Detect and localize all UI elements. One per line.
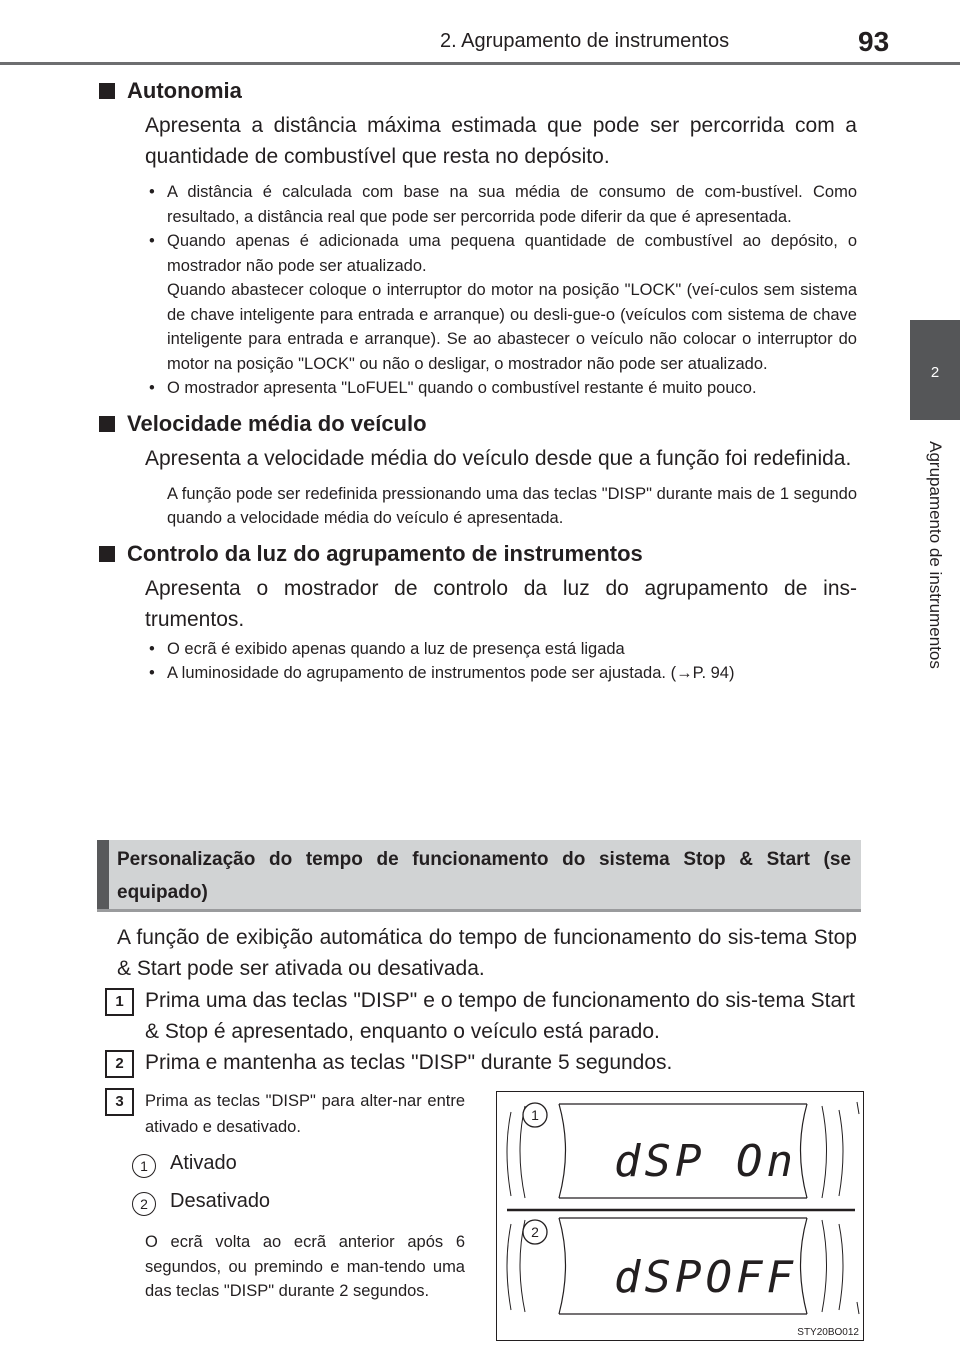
bullet-continuation: Quando abastecer coloque o interruptor do motor na posição "LOCK" (veí-culos sem sistema de chave inteligente para entrada e arranque) ou desli-gue-o (veículos com sistema de chave inteligente para entrada e arranque). Se ao abastecer o veículo não colocar o interruptor do motor na posição "LOCK" ou não o desligar, o mostrador não pode ser atualizado. [167,281,857,373]
page-header [0,0,960,64]
controlo-bullets [145,637,857,686]
list-item: • Quando apenas é adicionada uma pequena quantidade de combustível ao depósito, o mostrador não pode ser atualizado. Quando abastecer coloque o interruptor do motor na posição "LOCK" (veí-culos sem sistema de chave inteligente para entrada e arranque) ou desli-gue-o (veículos com sistema de chave inteligente para entrada e arranque). Se ao abastecer o veículo não colocar o interruptor do motor na posição "LOCK" ou não o desligar, o mostrador não pode ser atualizado. [145,229,857,376]
step-number: 1 [105,988,134,1016]
stop-start-intro: A função de exibição automática do tempo de funcionamento do sis-tema Stop & Start pode ser ativada ou desativada. [117,926,857,980]
header-section-title: 2. Agrupamento de instrumentos [440,30,730,52]
section-title-autonomia: Autonomia [99,78,857,104]
circled-number: 1 [132,1154,156,1178]
display-off-text: dSPOFF [614,1252,797,1303]
marker-label: 1 [531,1107,539,1123]
display-off-panel [507,1218,859,1314]
header-rule [0,62,960,65]
display-illustration [496,1091,864,1341]
banner-underline [97,909,861,912]
banner-accent-bar [97,840,109,910]
circled-number: 2 [132,1192,156,1216]
legend-label: Ativado [170,1152,237,1174]
square-bullet-icon [99,546,115,562]
stop-start-banner [97,840,861,910]
page-number: 93 [858,26,890,57]
legend-label: Desativado [170,1190,271,1212]
list-item: • A distância é calculada com base na sua média de consumo de com-bustível. Como resultado, a distância real que pode ser percorrida pode diferir da que é apresentada. [145,180,857,229]
step-text: Prima e mantenha as teclas "DISP" durante 5 segundos. [145,1051,673,1074]
marker-label: 2 [531,1224,539,1240]
display-on-panel [507,1102,859,1198]
chapter-number: 2 [930,364,940,381]
list-item: • A luminosidade do agrupamento de instrumentos pode ser ajustada. (→P. 94) [145,661,857,686]
section-title-controlo: Controlo da luz do agrupamento de instrumentos [99,541,857,567]
banner-title: Personalização do tempo de funcionamento do sistema Stop & Start (se equipado) [117,849,851,903]
square-bullet-icon [99,83,115,99]
square-bullet-icon [99,416,115,432]
velocidade-lead: Apresenta a velocidade média do veículo desde que a função foi redefinida. [145,446,852,470]
main-content [117,78,857,696]
autonomia-lead: Apresenta a distância máxima estimada que pode ser percorrida com a quantidade de combustível que resta no depósito. [145,114,857,168]
figure-code: STY20BO012 [797,1327,859,1338]
velocidade-note: A função pode ser redefinida pressionando uma das teclas "DISP" durante mais de 1 segundo quando a velocidade média do veículo é apresentada. [167,484,857,527]
list-item: • O ecrã é exibido apenas quando a luz de presença está ligada [145,637,857,662]
section-title-velocidade: Velocidade média do veículo [99,411,857,437]
controlo-lead: Apresenta o mostrador de controlo da luz do agrupamento de ins-trumentos. [145,576,857,631]
step-3-note: O ecrã volta ao ecrã anterior após 6 segundos, ou premindo e man-tendo uma das teclas "DISP" durante 2 segundos. [145,1233,465,1300]
list-item: • O mostrador apresenta "LoFUEL" quando o combustível restante é muito pouco. [145,376,857,401]
step-text: Prima uma das teclas "DISP" e o tempo de funcionamento do sis-tema Start & Stop é apresentado, enquanto o veículo está parado. [145,989,855,1043]
chapter-tab [910,320,960,420]
display-on-text: dSP On [614,1136,797,1187]
chapter-label: Agrupamento de instrumentos [926,441,945,669]
display-illustration-svg [497,1092,863,1340]
step-number: 2 [105,1050,134,1078]
step-3-text: Prima as teclas "DISP" para alter-nar entre ativado e desativado. [145,1092,465,1136]
autonomia-bullets [145,180,857,401]
step-number: 3 [105,1088,134,1116]
